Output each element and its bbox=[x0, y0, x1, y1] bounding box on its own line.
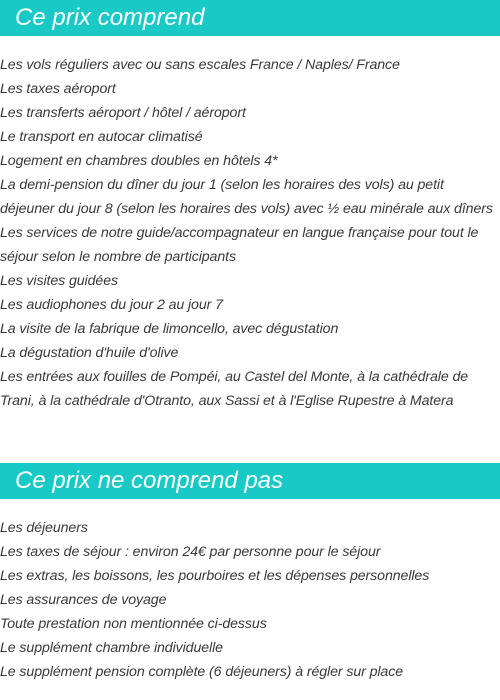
list-item: La visite de la fabrique de limoncello, avec dégustation bbox=[0, 321, 339, 337]
list-item: Les taxes aéroport bbox=[0, 81, 116, 97]
list-item: Les entrées aux fouilles de Pompéi, au Castel del Monte, à la cathédrale de Trani, à la cathédrale d'Otranto, aux Sassi et à l'Eglise Rupestre à Matera bbox=[0, 369, 469, 409]
list-item: Toute prestation non mentionnée ci-dessus bbox=[0, 616, 267, 632]
list-item: Logement en chambres doubles en hôtels 4* bbox=[0, 153, 278, 169]
list-item: Les extras, les boissons, les pourboires et les dépenses personnelles bbox=[0, 568, 430, 584]
list-item: Les visites guidées bbox=[0, 273, 118, 289]
list-item: La dégustation d'huile d'olive bbox=[0, 345, 179, 361]
section-title-price-excludes: Ce prix ne comprend pas bbox=[0, 463, 500, 499]
list-item: Le supplément pension complète (6 déjeuners) à régler sur place bbox=[0, 664, 404, 680]
list-item: Les assurances de voyage bbox=[0, 592, 167, 608]
list-item: Les transferts aéroport / hôtel / aéroport bbox=[0, 105, 246, 121]
list-item: Les vols réguliers avec ou sans escales France / Naples/ France bbox=[0, 57, 400, 73]
price-excludes-list bbox=[0, 516, 500, 684]
price-includes-list bbox=[0, 53, 500, 413]
list-item: Les taxes de séjour : environ 24€ par personne pour le séjour bbox=[0, 544, 381, 560]
list-item: Les déjeuners bbox=[0, 520, 88, 536]
list-item: Les audiophones du jour 2 au jour 7 bbox=[0, 297, 223, 313]
list-item: Les services de notre guide/accompagnateur en langue française pour tout le séjour selon le nombre de participants bbox=[0, 225, 479, 265]
list-item: Le supplément chambre individuelle bbox=[0, 640, 223, 656]
list-item: Le transport en autocar climatisé bbox=[0, 129, 203, 145]
list-item: La demi-pension du dîner du jour 1 (selon les horaires des vols) au petit déjeuner du jour 8 (selon les horaires des vols) avec ½ eau minérale aux dîners bbox=[0, 177, 493, 217]
section-title-price-includes: Ce prix comprend bbox=[0, 0, 500, 36]
